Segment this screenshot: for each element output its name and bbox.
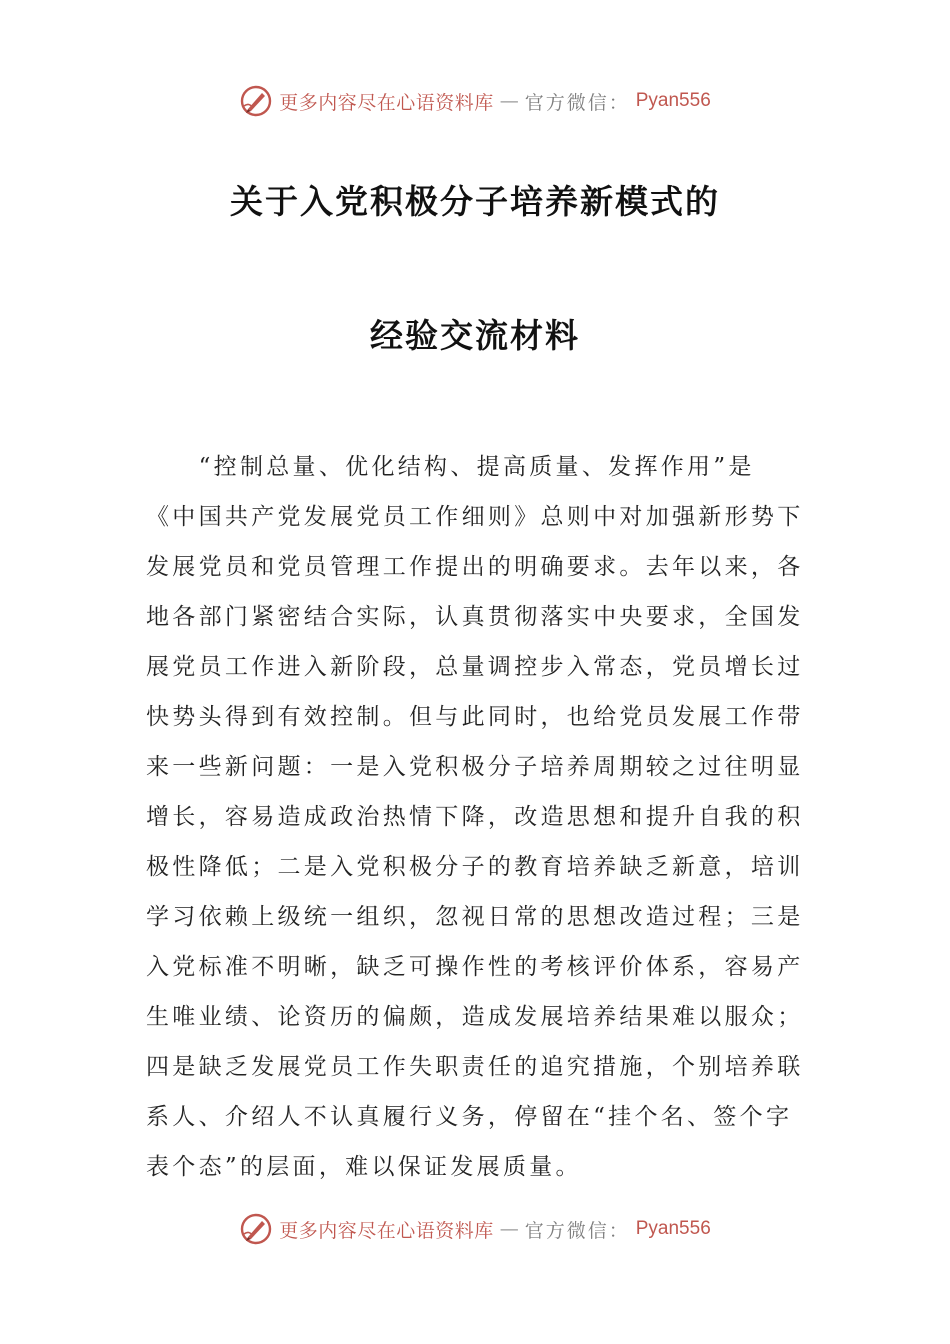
watermark-official-label: 官方微信：	[524, 1219, 630, 1242]
watermark-wechat-id: Pyan556	[635, 90, 711, 111]
body-line: 快势头得到有效控制。但与此同时，也给党员发展工作带	[146, 704, 804, 730]
body-line: 表个态”的层面，难以保证发展质量。	[146, 1154, 582, 1180]
watermark-wechat-id: Pyan556	[635, 1218, 711, 1239]
body-line: 极性降低；二是入党积极分子的教育培养缺乏新意，培训	[146, 854, 804, 880]
body-line: 生唯业绩、论资历的偏颇，造成发展培养结果难以服众；	[146, 1004, 804, 1030]
body-line: 入党标准不明晰，缺乏可操作性的考核评价体系，容易产	[146, 954, 804, 980]
document-title-line-2: 经验交流材料	[370, 316, 580, 355]
watermark-main-text: 更多内容尽在心语资料库	[279, 91, 494, 114]
watermark-dash: —	[499, 90, 519, 112]
body-paragraph	[146, 442, 806, 1192]
footer-watermark	[0, 1212, 950, 1246]
body-line: 地各部门紧密结合实际，认真贯彻落实中央要求，全国发	[146, 604, 804, 630]
body-line: 四是缺乏发展党员工作失职责任的追究措施，个别培养联	[146, 1054, 804, 1080]
body-line: 来一些新问题：一是入党积极分子培养周期较之过往明显	[146, 754, 804, 780]
header-watermark	[0, 84, 950, 118]
body-line: 增长，容易造成政治热情下降，改造思想和提升自我的积	[146, 804, 804, 830]
watermark-main-text: 更多内容尽在心语资料库	[279, 1219, 494, 1242]
watermark-dash: —	[499, 1218, 519, 1240]
document-title-line-1: 关于入党积极分子培养新模式的	[230, 182, 720, 221]
body-line: 展党员工作进入新阶段，总量调控步入常态，党员增长过	[146, 654, 804, 680]
body-line: 系人、介绍人不认真履行义务，停留在“挂个名、签个字	[146, 1104, 793, 1130]
body-line: “控制总量、优化结构、提高质量、发挥作用”是	[146, 454, 755, 480]
pen-logo-icon	[239, 1212, 273, 1246]
body-line: 学习依赖上级统一组织，忽视日常的思想改造过程；三是	[146, 904, 804, 930]
body-line: 发展党员和党员管理工作提出的明确要求。去年以来，各	[146, 554, 804, 580]
pen-logo-icon	[239, 84, 273, 118]
body-line: 《中国共产党发展党员工作细则》总则中对加强新形势下	[146, 504, 804, 530]
watermark-official-label: 官方微信：	[524, 91, 630, 114]
